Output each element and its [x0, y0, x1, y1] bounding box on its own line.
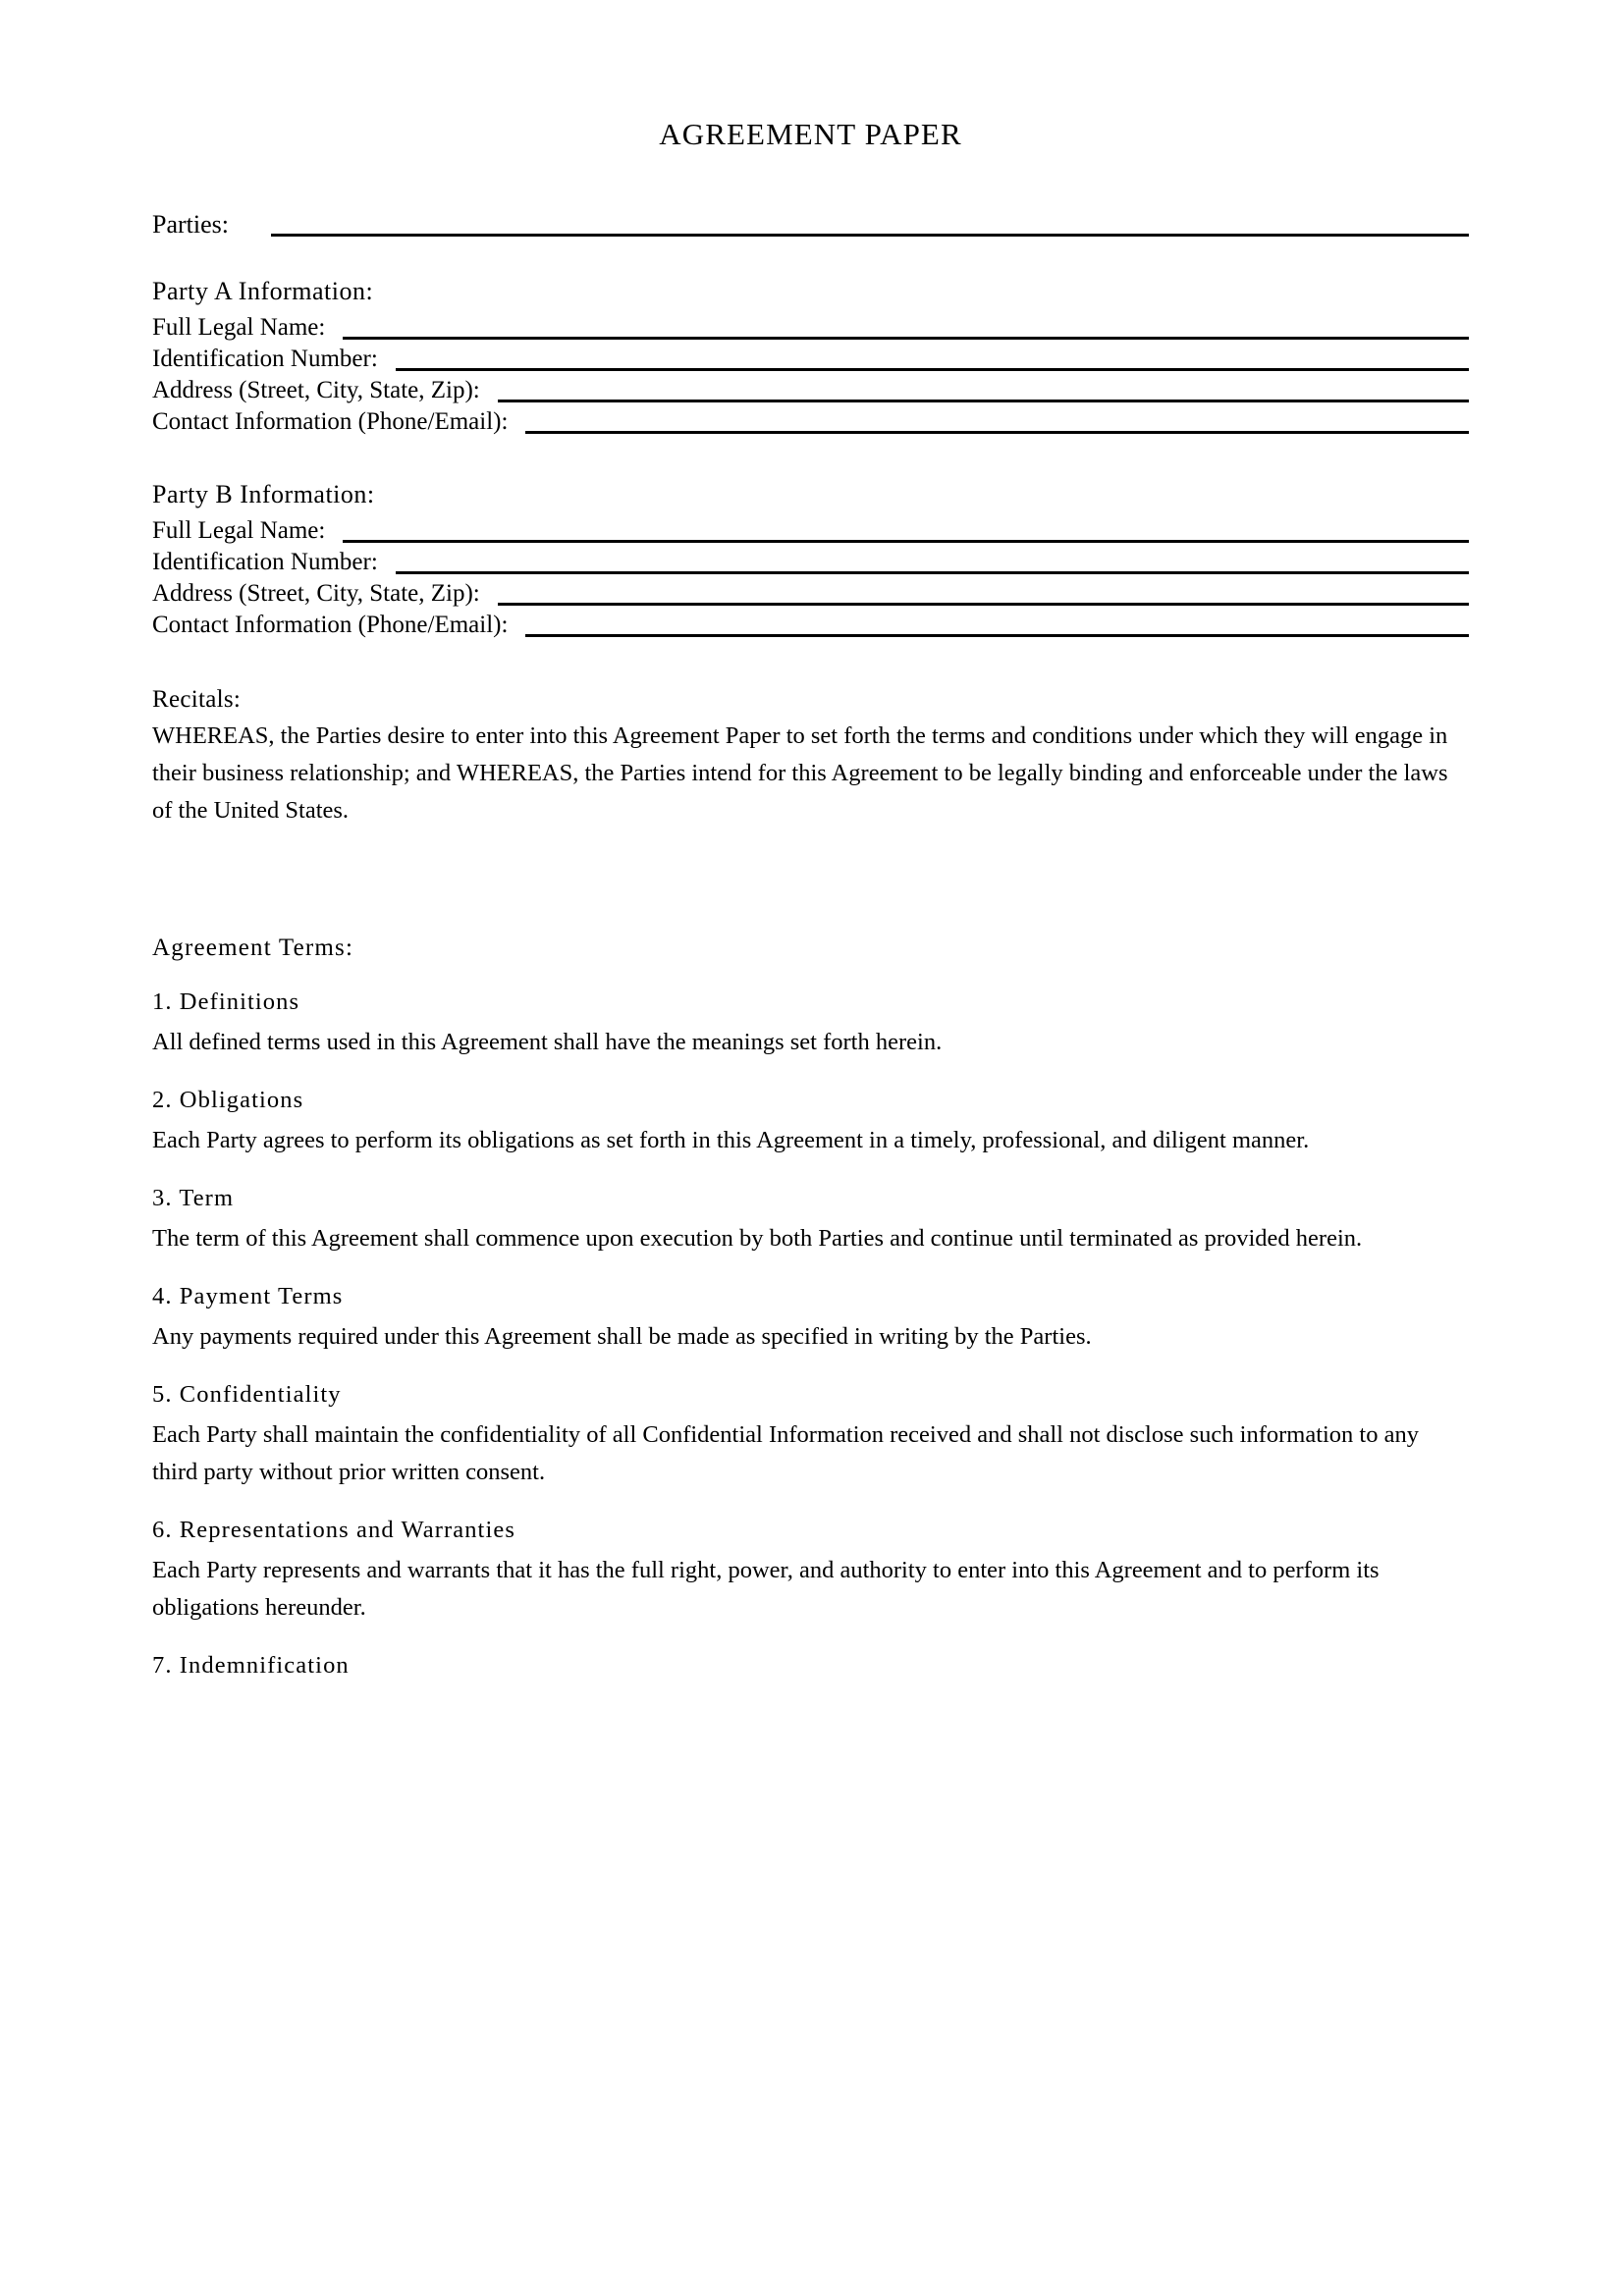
- clause-6-title: 6. Representations and Warranties: [152, 1517, 515, 1544]
- clause-7-indemnification: [152, 1650, 1469, 1681]
- party-a-address-label: Address (Street, City, State, Zip):: [152, 377, 480, 404]
- clause-6-body: Each Party represents and warrants that it has the full right, power, and authority to enter into this Agreement and to perform its obligations hereunder.: [152, 1557, 1380, 1622]
- clause-5-body: Each Party shall maintain the confidentiality of all Confidential Information received and shall not disclose such information to any third party without prior written consent.: [152, 1421, 1419, 1486]
- page-title: AGREEMENT PAPER: [659, 117, 962, 151]
- party-b-full-legal-name-label: Full Legal Name:: [152, 517, 326, 545]
- party-a-identification-number-label: Identification Number:: [152, 346, 378, 373]
- clause-1-title: 1. Definitions: [152, 988, 300, 1016]
- clause-2-obligations: [152, 1085, 1469, 1159]
- recitals-body: WHEREAS, the Parties desire to enter into this Agreement Paper to set forth the terms and conditions under which they will engage in their business relationship; and WHEREAS, the Parties intend for this Agreement to be legally binding and enforceable under the laws of the United States.: [152, 722, 1448, 825]
- party-b-identification-number-row: [152, 546, 1469, 576]
- clause-2-body: Each Party agrees to perform its obligations as set forth in this Agreement in a timely, professional, and diligent manner.: [152, 1127, 1310, 1154]
- party-a-section: [152, 276, 1469, 436]
- party-b-contact-information-input[interactable]: [525, 634, 1469, 637]
- clause-3-term: [152, 1183, 1469, 1257]
- recitals-section: [152, 684, 1469, 829]
- parties-label: Parties:: [152, 210, 229, 240]
- clause-2-title: 2. Obligations: [152, 1087, 304, 1114]
- party-b-identification-number-label: Identification Number:: [152, 549, 378, 576]
- party-b-address-row: [152, 577, 1469, 608]
- party-a-contact-information-input[interactable]: [525, 431, 1469, 434]
- clause-5-confidentiality: [152, 1379, 1469, 1491]
- party-b-section: [152, 479, 1469, 639]
- party-b-full-legal-name-row: [152, 514, 1469, 545]
- party-a-full-legal-name-label: Full Legal Name:: [152, 314, 326, 342]
- party-a-heading: Party A Information:: [152, 277, 374, 306]
- clause-3-title: 3. Term: [152, 1185, 235, 1212]
- party-a-address-row: [152, 374, 1469, 404]
- party-a-identification-number-input[interactable]: [396, 368, 1469, 371]
- clause-3-body: The term of this Agreement shall commence upon execution by both Parties and continue until terminated as provided herein.: [152, 1225, 1363, 1253]
- party-b-address-label: Address (Street, City, State, Zip):: [152, 580, 480, 608]
- clause-1-body: All defined terms used in this Agreement shall have the meanings set forth herein.: [152, 1029, 943, 1056]
- party-b-full-legal-name-input[interactable]: [343, 540, 1469, 543]
- clause-4-payment-terms: [152, 1281, 1469, 1356]
- party-a-full-legal-name-row: [152, 311, 1469, 342]
- agreement-terms-section: [152, 933, 1469, 1681]
- parties-field-row: [152, 204, 1469, 240]
- party-a-address-input[interactable]: [498, 400, 1469, 402]
- recitals-label: Recitals:: [152, 686, 242, 714]
- clause-6-representations-and-warranties: [152, 1515, 1469, 1627]
- party-a-identification-number-row: [152, 343, 1469, 373]
- clause-5-title: 5. Confidentiality: [152, 1381, 342, 1409]
- document-content: [152, 0, 1469, 1681]
- clause-4-title: 4. Payment Terms: [152, 1283, 344, 1310]
- party-a-full-legal-name-input[interactable]: [343, 337, 1469, 340]
- party-b-identification-number-input[interactable]: [396, 571, 1469, 574]
- party-a-contact-information-label: Contact Information (Phone/Email):: [152, 408, 509, 436]
- party-b-heading: Party B Information:: [152, 480, 375, 509]
- clause-4-body: Any payments required under this Agreement shall be made as specified in writing by the Parties.: [152, 1323, 1092, 1351]
- party-b-contact-information-label: Contact Information (Phone/Email):: [152, 612, 509, 639]
- party-a-contact-information-row: [152, 405, 1469, 436]
- party-b-contact-information-row: [152, 609, 1469, 639]
- parties-blank-rule[interactable]: [271, 234, 1469, 237]
- clause-7-title: 7. Indemnification: [152, 1652, 350, 1680]
- agreement-terms-heading: Agreement Terms:: [152, 934, 354, 962]
- party-b-address-input[interactable]: [498, 603, 1469, 606]
- clause-1-definitions: [152, 987, 1469, 1061]
